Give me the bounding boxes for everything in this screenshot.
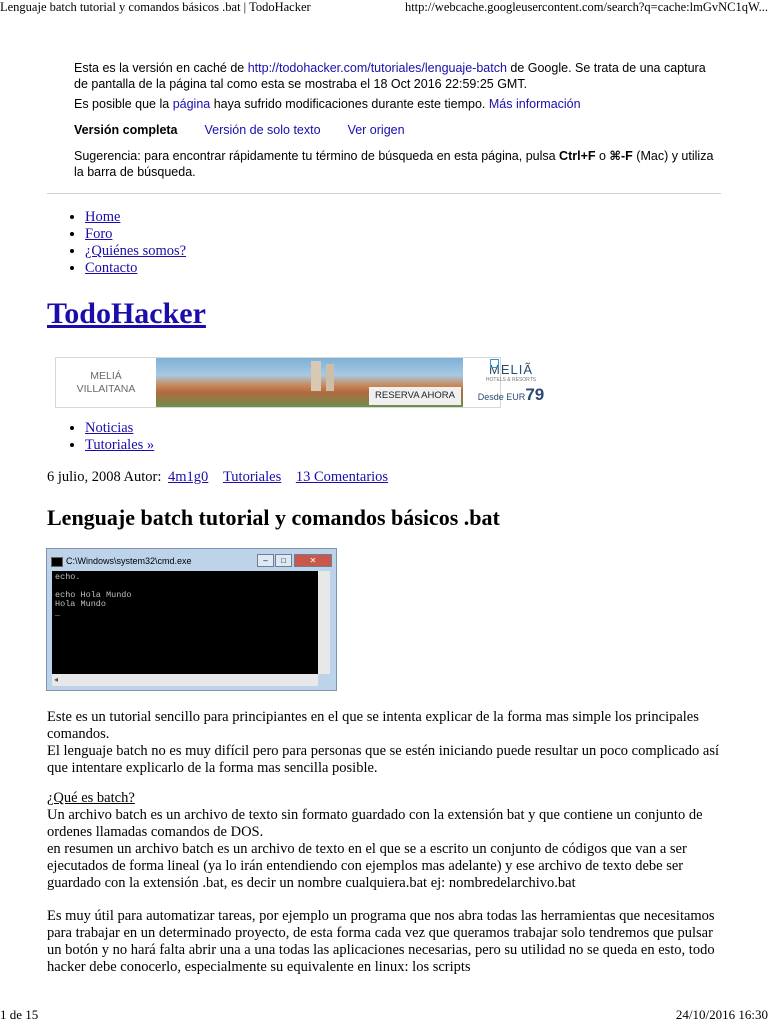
price-currency: EUR [506,392,526,402]
intro-paragraph-2: El lenguaje batch no es muy difícil pero para personas que se estén iniciando puede resultar un poco complicado así que intentare explicarlo de la forma mas sencilla posible. [47,743,720,776]
pdf-header-url: http://webcache.googleusercontent.com/search?q=cache:lmGvNC1qW... [404,0,768,14]
post-meta [47,469,396,486]
maximize-icon: □ [275,554,292,567]
banner-brand-sub: HOTELS & RESORTS [485,377,537,383]
nav-link-contact[interactable]: Contacto [85,260,138,276]
cache-divider [47,193,721,194]
cat-link-noticias[interactable]: Noticias [85,420,134,436]
banner-photo [156,358,463,407]
full-version-label: Versión completa [74,123,178,137]
nav-item-home [85,209,186,226]
cat-link-tutoriales[interactable]: Tutoriales » [85,437,155,453]
usefulness-section [47,908,727,976]
cache-notice-text: de Google. Se trata de una captura de pantalla de la página tal como esta se mostraba el 18 Oct 2016 22:59:25 GMT. [74,61,706,91]
category-link[interactable]: Tutoriales [222,469,282,485]
print-timestamp: 24/10/2016 16:30 [675,1007,768,1022]
banner-hotel-line1: MELIÁ [90,369,122,382]
view-source-link[interactable]: Ver origen [347,123,405,137]
ad-choices-icon[interactable] [490,359,499,368]
cached-url-link[interactable]: http://todohacker.com/tutoriales/lenguaje-batch [247,61,507,75]
category-navigation [47,420,154,454]
nav-link-about[interactable]: ¿Quiénes somos? [85,243,187,259]
cat-item-tutoriales [85,437,154,454]
cache-notice-text: haya sufrido modificaciones durante este tiempo. [210,97,489,111]
usefulness-paragraph: Es muy útil para automatizar tareas, por ejemplo un programa que nos abra todas las herramientas que necesitamos para trabajar en un determinado proyecto, de esta forma cada vez que queramos trabajar solo tendremos que pulsar un botón y no hará falta abrir una a una todas las aplicaciones necesarias, pero su utilidad no se queda en esto, todo hacker debe conocerlo, especialmente su equivalente en linux: los scripts [47,908,715,975]
cache-notice-text: Es posible que la [74,97,173,111]
nav-link-foro[interactable]: Foro [85,226,113,242]
tip-text: Sugerencia: para encontrar rápidamente tu término de búsqueda en esta página, pulsa [74,149,560,163]
what-is-batch-section [47,790,727,892]
cmd-title: C:\Windows\system32\cmd.exe [66,556,192,566]
section-heading: ¿Qué es batch? [47,790,135,806]
intro-section [47,709,727,777]
ctrl-f-key: Ctrl+F [559,149,596,163]
nav-link-home[interactable]: Home [85,209,121,225]
nav-item-foro [85,226,186,243]
post-title: Lenguaje batch tutorial y comandos básicos .bat [47,505,500,530]
page-number: 1 de 15 [0,1007,39,1022]
cache-version-links [74,122,714,138]
site-title [47,297,206,331]
search-tip [74,148,714,180]
cmd-icon [51,557,63,567]
ad-banner[interactable] [55,357,545,408]
batch-paragraph-2: en resumen un archivo batch es un archivo de texto en el que se a escrito un conjunto de códigos que van a ser ejecutados de forma lineal (ya lo irán entendiendo con ejemplos mas adelante) y ese archivo de texto debe ser guardado con la extensión .bat, es decir un nombre cualquiera.bat ej: nombredelarchivo.bat [47,841,687,891]
cache-notice-line2 [74,96,714,112]
banner-brand [464,358,558,407]
pdf-header [0,0,768,14]
price-value: 79 [525,385,545,404]
intro-paragraph-1: Este es un tutorial sencillo para principiantes en el que se intenta explicar de la forma mas simple los principales comandos. [47,709,699,742]
batch-paragraph-1: Un archivo batch es un archivo de texto sin formato guardado con la extensión bat y que contiene un conjunto de ordenes llamadas comandos de DOS. [47,807,703,840]
cat-item-noticias [85,420,154,437]
banner-hotel-name [56,358,156,407]
banner-reserve-button[interactable]: RESERVA AHORA [369,387,461,405]
nav-item-about [85,243,186,260]
cmd-window-screenshot [46,548,337,691]
minimize-icon: – [257,554,274,567]
more-info-link[interactable]: Más información [488,97,581,111]
pdf-header-title: Lenguaje batch tutorial y comandos básicos .bat | TodoHacker [0,0,311,14]
tip-text: (Mac) y utiliza la barra de búsqueda. [74,149,714,179]
cmd-console: echo. echo Hola Mundo Hola Mundo _ [52,571,318,674]
tip-text: o [595,149,610,163]
cmd-horizontal-scrollbar: ◂ [52,674,318,686]
google-cache-notice [74,60,714,180]
text-only-version-link[interactable]: Versión de solo texto [204,123,321,137]
cmd-titlebar [51,553,332,569]
pdf-footer [0,1006,768,1024]
top-navigation [47,209,186,277]
banner-building [326,364,334,391]
banner-building [311,361,321,391]
cmd-vertical-scrollbar [318,571,330,674]
close-icon: ✕ [294,554,332,567]
banner-hotel-line2: VILLAITANA [76,382,136,395]
price-prefix: Desde [477,392,504,402]
post-date: 6 julio, 2008 Autor: [47,469,162,485]
comments-link[interactable]: 13 Comentarios [295,469,389,485]
cmd-f-key: ⌘-F [609,149,633,163]
site-title-link[interactable]: TodoHacker [47,297,206,330]
cache-notice-line1 [74,60,714,92]
cache-notice-text: Esta es la versión en caché de [74,61,248,75]
author-link[interactable]: 4m1g0 [168,469,209,485]
nav-item-contact [85,260,186,277]
banner-brand-logo: MELIÃ [488,362,533,377]
banner-price [464,385,558,405]
current-page-link[interactable]: página [172,97,211,111]
